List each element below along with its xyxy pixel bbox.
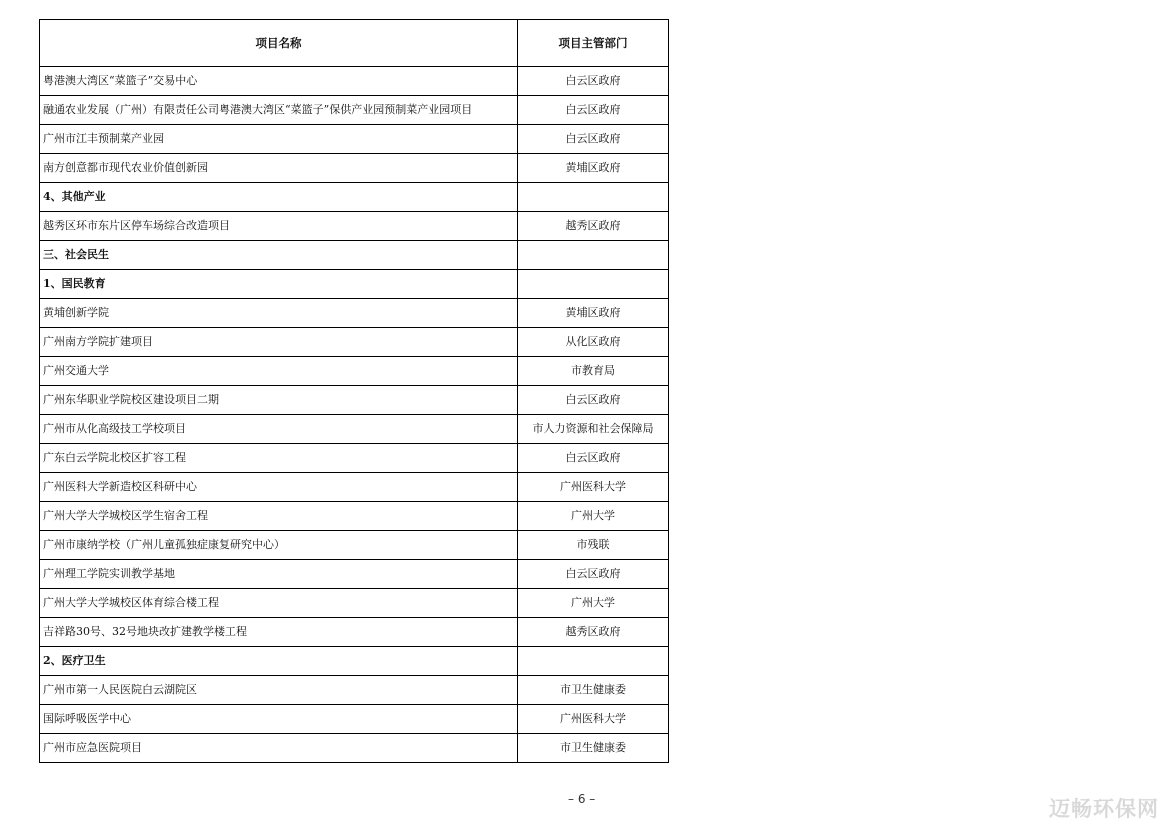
project-name-cell: 融通农业发展（广州）有限责任公司粤港澳大湾区“菜篮子”保供产业园预制菜产业园项目: [40, 96, 518, 125]
project-name-cell: 黄埔创新学院: [40, 299, 518, 328]
department-cell: 广州大学: [518, 589, 669, 618]
table-row: [40, 154, 669, 183]
project-name-cell: 广州市从化高级技工学校项目: [40, 415, 518, 444]
department-cell: 白云区政府: [518, 386, 669, 415]
department-cell: 黄埔区政府: [518, 299, 669, 328]
section-heading: 2、医疗卫生: [40, 647, 518, 676]
table-row: [40, 618, 669, 647]
table-row: [40, 415, 669, 444]
project-name-cell: 广州南方学院扩建项目: [40, 328, 518, 357]
department-cell: 从化区政府: [518, 328, 669, 357]
project-name-cell: 国际呼吸医学中心: [40, 705, 518, 734]
department-cell: 市卫生健康委: [518, 676, 669, 705]
section-heading: 1、国民教育: [40, 270, 518, 299]
table-row: [40, 676, 669, 705]
project-name-cell: 广州医科大学新造校区科研中心: [40, 473, 518, 502]
header-department: 项目主管部门: [518, 20, 669, 67]
table-row: [40, 502, 669, 531]
table-row: [40, 705, 669, 734]
department-cell: [518, 241, 669, 270]
project-name-cell: 广州大学大学城校区体育综合楼工程: [40, 589, 518, 618]
department-cell: 越秀区政府: [518, 618, 669, 647]
table-body: [40, 67, 669, 763]
section-row: [40, 647, 669, 676]
department-cell: [518, 183, 669, 212]
table-row: [40, 357, 669, 386]
section-heading: 三、社会民生: [40, 241, 518, 270]
project-name-cell: 广州理工学院实训教学基地: [40, 560, 518, 589]
department-cell: 黄埔区政府: [518, 154, 669, 183]
table-row: [40, 531, 669, 560]
department-cell: 越秀区政府: [518, 212, 669, 241]
department-cell: [518, 647, 669, 676]
project-name-cell: 广州东华职业学院校区建设项目二期: [40, 386, 518, 415]
project-name-cell: 南方创意都市现代农业价值创新园: [40, 154, 518, 183]
section-row: [40, 270, 669, 299]
project-name-cell: 粤港澳大湾区“菜篮子”交易中心: [40, 67, 518, 96]
table-row: [40, 299, 669, 328]
table-row: [40, 473, 669, 502]
department-cell: 广州医科大学: [518, 473, 669, 502]
department-cell: 市残联: [518, 531, 669, 560]
project-name-cell: 广州市应急医院项目: [40, 734, 518, 763]
department-cell: 白云区政府: [518, 67, 669, 96]
table-row: [40, 444, 669, 473]
table-row: [40, 328, 669, 357]
department-cell: 市卫生健康委: [518, 734, 669, 763]
watermark: 迈畅环保网: [1049, 797, 1159, 821]
department-cell: 市人力资源和社会保障局: [518, 415, 669, 444]
table-row: [40, 67, 669, 96]
department-cell: 白云区政府: [518, 444, 669, 473]
table-header-row: [40, 20, 669, 67]
project-name-cell: 广州市江丰预制菜产业园: [40, 125, 518, 154]
section-row: [40, 183, 669, 212]
project-name-cell: 广州市康纳学校（广州儿童孤独症康复研究中心）: [40, 531, 518, 560]
project-name-cell: 广州市第一人民医院白云湖院区: [40, 676, 518, 705]
department-cell: 白云区政府: [518, 125, 669, 154]
table-row: [40, 386, 669, 415]
table-row: [40, 96, 669, 125]
header-project-name: 项目名称: [40, 20, 518, 67]
department-cell: 广州医科大学: [518, 705, 669, 734]
department-cell: 白云区政府: [518, 96, 669, 125]
project-table: [39, 19, 669, 763]
table-row: [40, 589, 669, 618]
project-name-cell: 广东白云学院北校区扩容工程: [40, 444, 518, 473]
table-row: [40, 734, 669, 763]
table-row: [40, 212, 669, 241]
department-cell: 广州大学: [518, 502, 669, 531]
project-name-cell: 吉祥路30号、32号地块改扩建教学楼工程: [40, 618, 518, 647]
table-row: [40, 560, 669, 589]
project-name-cell: 越秀区环市东片区停车场综合改造项目: [40, 212, 518, 241]
project-name-cell: 广州交通大学: [40, 357, 518, 386]
section-row: [40, 241, 669, 270]
page-number: – 6 –: [568, 792, 596, 806]
department-cell: [518, 270, 669, 299]
department-cell: 白云区政府: [518, 560, 669, 589]
department-cell: 市教育局: [518, 357, 669, 386]
table-row: [40, 125, 669, 154]
project-name-cell: 广州大学大学城校区学生宿舍工程: [40, 502, 518, 531]
section-heading: 4、其他产业: [40, 183, 518, 212]
